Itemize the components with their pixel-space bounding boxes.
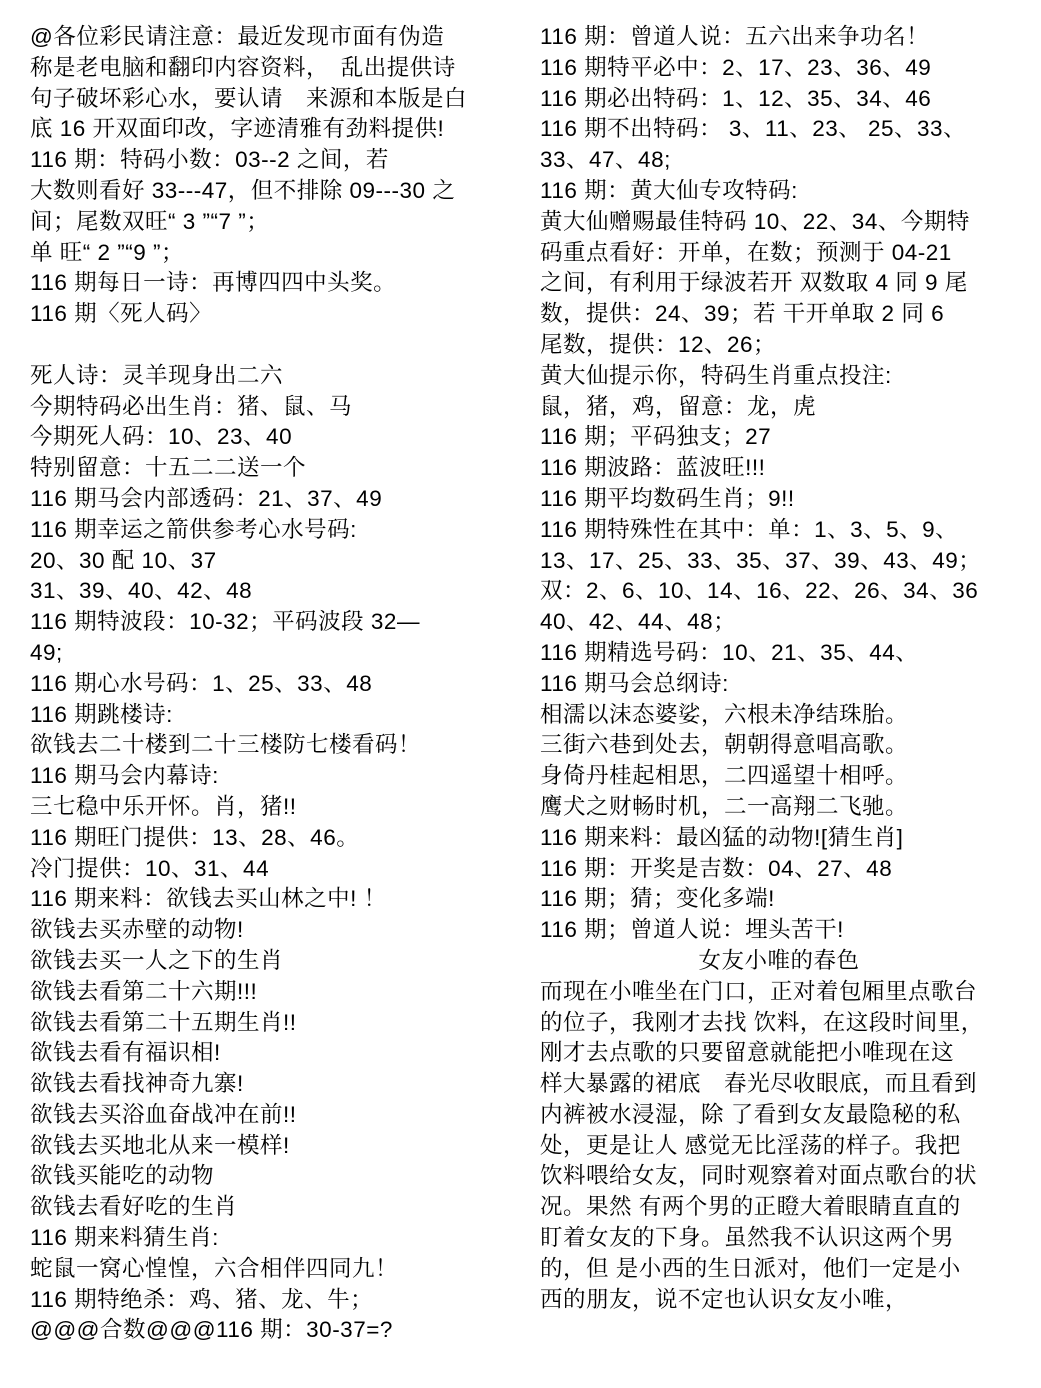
- text-line: 116 期不出特码： 3、11、23、 25、33、: [540, 116, 967, 142]
- text-line: 116 期必出特码：1、12、35、34、46: [540, 85, 932, 111]
- text-line: 116 期波路：蓝波旺!!!: [540, 455, 766, 481]
- text-line: 116 期特绝杀：鸡、猪、龙、牛；: [30, 1286, 374, 1312]
- text-line: 内裤被水浸湿，除 了看到女友最隐秘的私: [540, 1101, 961, 1127]
- text-line: 黄大仙提示你，特码生肖重点投注:: [540, 362, 892, 388]
- text-line: 鼠，猪，鸡，留意：龙，虎: [540, 393, 817, 419]
- text-line: 116 期来料猜生肖:: [30, 1225, 219, 1251]
- text-line: 欲钱买能吃的动物: [30, 1163, 215, 1189]
- text-line: @@@合数@@@116 期：30-37=?: [30, 1317, 393, 1343]
- text-line: 116 期特平必中：2、17、23、36、49: [540, 54, 932, 80]
- text-line: 欲钱去看好吃的生肖: [30, 1194, 238, 1220]
- text-line: 刚才去点歌的只要留意就能把小唯现在这: [540, 1040, 955, 1066]
- text-line: 31、39、40、42、48: [30, 578, 253, 604]
- text-line: 116 期；曾道人说：埋头苦干!: [540, 917, 844, 943]
- text-line: 样大暴露的裙底 春光尽收眼底，而且看到: [540, 1071, 978, 1097]
- text-line: 单 旺“ 2 ”“9 ”；: [30, 239, 185, 265]
- text-line: 116 期来料：最凶猛的动物![猜生肖]: [540, 824, 904, 850]
- text-line: 40、42、44、48；: [540, 609, 737, 635]
- text-line: 116 期；猜；变化多端!: [540, 886, 775, 912]
- text-line: 身倚丹桂起相思，二四遥望十相呼。: [540, 763, 909, 789]
- text-line: 底 16 开双面印改，字迹清雅有劲料提供!: [30, 116, 445, 142]
- text-line: 欲钱去看有福识相!: [30, 1040, 221, 1066]
- text-line: 死人诗：灵羊现身出二六: [30, 362, 284, 388]
- text-line: 三街六巷到处去，朝朝得意唱高歌。: [540, 732, 909, 758]
- text-line: 欲钱去看找神奇九寨!: [30, 1071, 244, 1097]
- text-line: 116 期马会内部透码：21、37、49: [30, 485, 383, 511]
- text-line: 116 期：开奖是吉数：04、27、48: [540, 855, 893, 881]
- text-line: 欲钱去买地北从来一模样!: [30, 1132, 290, 1158]
- text-line: 饮料喂给女友，同时观察着对面点歌台的状: [540, 1163, 978, 1189]
- text-line: [30, 330, 518, 361]
- text-line: 今期死人码：10、23、40: [30, 424, 293, 450]
- text-line: 欲钱去看第二十六期!!!: [30, 978, 258, 1004]
- text-line: 的位子，我刚才去找 饮料，在这段时间里，: [540, 1009, 984, 1035]
- text-line: 116 期马会内幕诗:: [30, 763, 219, 789]
- text-line: 相濡以沫态婆娑，六根未净结珠胎。: [540, 701, 909, 727]
- text-line: 116 期；平码独支；27: [540, 424, 772, 450]
- text-line: 而现在小唯坐在门口，正对着包厢里点歌台: [540, 978, 978, 1004]
- text-line: 处，更是让人 感觉无比淫荡的样子。我把: [540, 1132, 961, 1158]
- text-line: 欲钱去买浴血奋战冲在前!!: [30, 1101, 297, 1127]
- text-line: 116 期幸运之箭供参考心水号码:: [30, 516, 357, 542]
- text-line: 况。果然 有两个男的正瞪大着眼睛直直的: [540, 1194, 961, 1220]
- text-line: 49;: [30, 639, 63, 665]
- text-line: 的，但 是小西的生日派对，他们一定是小: [540, 1255, 961, 1281]
- text-line: 116 期心水号码：1、25、33、48: [30, 670, 373, 696]
- text-line: 双：2、6、10、14、16、22、26、34、36: [540, 578, 979, 604]
- text-line: 之间，有利用于绿波若开 双数取 4 同 9 尾: [540, 270, 968, 296]
- text-line: 20、30 配 10、37: [30, 547, 217, 573]
- text-line: 三七稳中乐开怀。肖，猪!!: [30, 793, 297, 819]
- text-line: 冷门提供：10、31、44: [30, 855, 270, 881]
- text-line: 116 期精选号码：10、21、35、44、: [540, 639, 919, 665]
- text-line: 116 期来料：欲钱去买山林之中! ！: [30, 886, 387, 912]
- text-line: 码重点看好：开单，在数；预测于 04-21: [540, 239, 952, 265]
- text-line: 鹰犬之财畅时机，二一高翔二飞驰。: [540, 793, 909, 819]
- text-line: 116 期：特码小数：03--2 之间，若: [30, 147, 389, 173]
- text-line: 尾数，提供：12、26；: [540, 331, 777, 357]
- text-line: 欲钱去买赤壁的动物!: [30, 917, 244, 943]
- text-line: 特别留意：十五二二送一个: [30, 455, 307, 481]
- text-line: 欲钱去二十楼到二十三楼防七楼看码！: [30, 732, 422, 758]
- text-line: 女友小唯的春色: [698, 947, 860, 973]
- text-line: 33、47、48;: [540, 147, 671, 173]
- right-column: [540, 22, 1018, 1315]
- text-line: 116 期特殊性在其中：单：1、3、5、9、: [540, 516, 959, 542]
- text-line: 116 期每日一诗：再博四四中头奖。: [30, 270, 397, 296]
- text-line: 116 期：黄大仙专攻特码:: [540, 177, 798, 203]
- left-column: [30, 22, 518, 1346]
- text-line: 称是老电脑和翻印内容资料， 乱出提供诗: [30, 54, 456, 80]
- text-line: 116 期跳楼诗:: [30, 701, 173, 727]
- text-line: 今期特码必出生肖：猪、鼠、马: [30, 393, 353, 419]
- text-line: 116 期马会总纲诗:: [540, 670, 729, 696]
- text-line: 116 期〈死人码〉: [30, 301, 213, 327]
- text-line: 116 期：曾道人说：五六出来争功名！: [540, 24, 930, 49]
- text-line: 大数则看好 33---47，但不排除 09---30 之: [30, 177, 456, 203]
- text-line: 盯着女友的下身。虽然我不认识这两个男: [540, 1225, 955, 1251]
- text-line: 间；尾数双旺“ 3 ”“7 ”；: [30, 208, 270, 234]
- text-line: 西的朋友，说不定也认识女友小唯，: [540, 1286, 909, 1312]
- text-line: 欲钱去买一人之下的生肖: [30, 947, 284, 973]
- text-line: 数，提供：24、39；若 干开单取 2 同 6: [540, 301, 945, 327]
- text-line: 黄大仙赠赐最佳特码 10、22、34、今期特: [540, 208, 970, 234]
- text-line: @各位彩民请注意：最近发现市面有伪造: [30, 24, 445, 49]
- text-line: 欲钱去看第二十五期生肖!!: [30, 1009, 297, 1035]
- text-line: 116 期旺门提供：13、28、46。: [30, 824, 360, 850]
- text-line: 蛇鼠一窝心惶惶，六合相伴四同九！: [30, 1255, 399, 1281]
- text-line: 句子破坏彩心水，要认请 来源和本版是白: [30, 85, 468, 111]
- text-line: 116 期平均数码生肖；9!!: [540, 485, 795, 511]
- text-line: 116 期特波段：10-32；平码波段 32—: [30, 609, 420, 635]
- text-line: 13、17、25、33、35、37、39、43、49；: [540, 547, 982, 573]
